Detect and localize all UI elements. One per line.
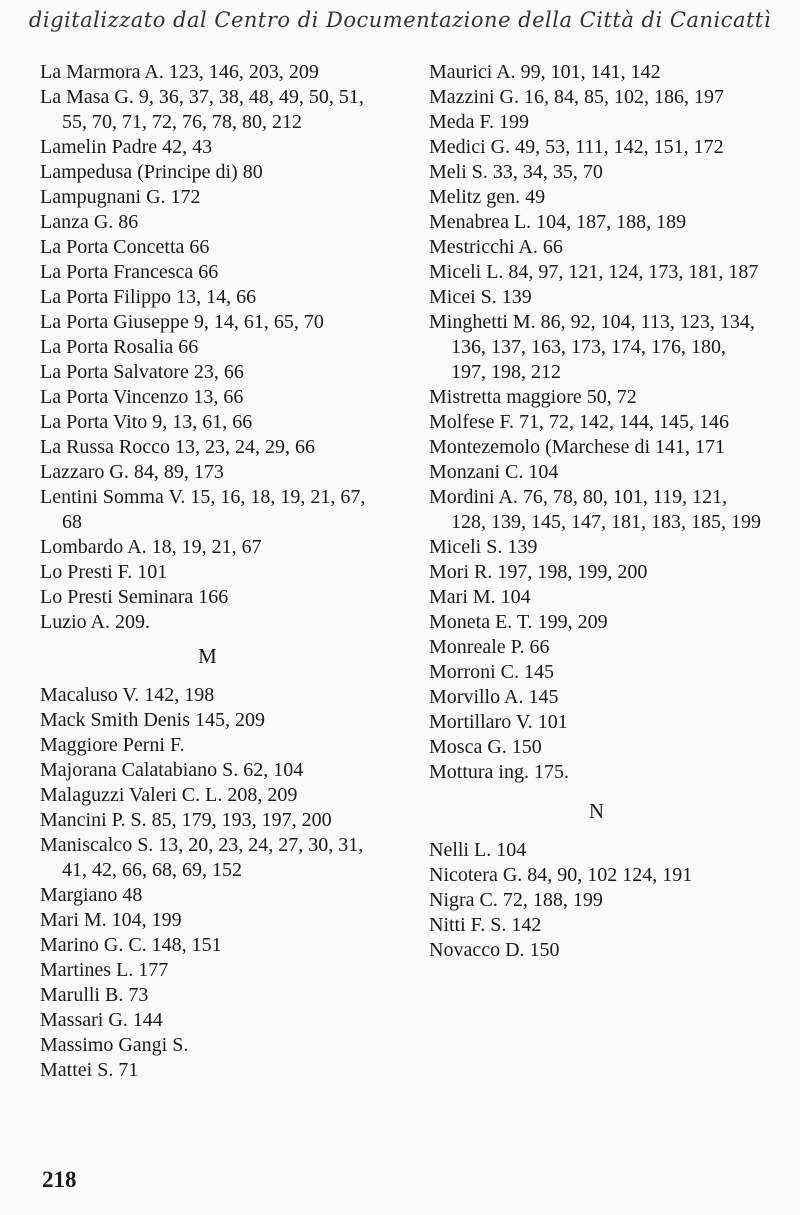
index-entry: La Porta Francesca 66 — [40, 261, 219, 283]
index-entry: Marulli B. 73 — [40, 984, 149, 1006]
index-column-left — [40, 60, 375, 1083]
index-entry: Mari M. 104, 199 — [40, 909, 182, 931]
index-entry: Moneta E. T. 199, 209 — [429, 611, 608, 633]
index-entry: La Porta Giuseppe 9, 14, 61, 65, 70 — [40, 311, 324, 333]
index-entry: Monreale P. 66 — [429, 636, 550, 658]
digitization-watermark: digitalizzato dal Centro di Documentazione della Città di Canicattì — [28, 8, 772, 32]
index-entry: Micei S. 139 — [429, 286, 532, 308]
index-entry: La Porta Concetta 66 — [40, 236, 210, 258]
index-column-right — [429, 60, 764, 963]
index-entry: Miceli L. 84, 97, 121, 124, 173, 181, 187 — [429, 261, 759, 283]
index-entry: La Porta Rosalia 66 — [40, 336, 199, 358]
index-entry: Mack Smith Denis 145, 209 — [40, 709, 265, 731]
entries-group-n — [429, 838, 764, 963]
index-entry: Mosca G. 150 — [429, 736, 542, 758]
index-entry: Lo Presti Seminara 166 — [40, 586, 229, 608]
index-entry: Margiano 48 — [40, 884, 143, 906]
index-entry: Mestricchi A. 66 — [429, 236, 563, 258]
index-entry: Nelli L. 104 — [429, 839, 527, 861]
index-entry: Lampedusa (Principe di) 80 — [40, 161, 263, 183]
index-entry: Meli S. 33, 34, 35, 70 — [429, 161, 603, 183]
index-entry: Mordini A. 76, 78, 80, 101, 119, 121, 128, 139, 145, 147, 181, 183, 185, 199 — [429, 486, 761, 533]
index-entry: La Porta Salvatore 23, 66 — [40, 361, 244, 383]
entries-group-m-right — [429, 60, 764, 785]
index-entry: Malaguzzi Valeri C. L. 208, 209 — [40, 784, 298, 806]
index-entry: Lanza G. 86 — [40, 211, 139, 233]
page-number: 218 — [42, 1167, 77, 1192]
index-entry: La Masa G. 9, 36, 37, 38, 48, 49, 50, 51, 55, 70, 71, 72, 76, 78, 80, 212 — [40, 86, 364, 133]
entries-group-m-left — [40, 683, 375, 1083]
index-entry: Lombardo A. 18, 19, 21, 67 — [40, 536, 262, 558]
index-entry: Molfese F. 71, 72, 142, 144, 145, 146 — [429, 411, 730, 433]
index-entry: La Marmora A. 123, 146, 203, 209 — [40, 61, 319, 83]
index-entry: Mazzini G. 16, 84, 85, 102, 186, 197 — [429, 86, 724, 108]
index-entry: Nicotera G. 84, 90, 102 124, 191 — [429, 864, 693, 886]
index-entry: Mari M. 104 — [429, 586, 531, 608]
index-entry: Medici G. 49, 53, 111, 142, 151, 172 — [429, 136, 724, 158]
index-entry: La Russa Rocco 13, 23, 24, 29, 66 — [40, 436, 315, 458]
entries-group-l — [40, 60, 375, 635]
index-entry: Mattei S. 71 — [40, 1059, 139, 1081]
index-entry: Luzio A. 209. — [40, 611, 150, 633]
index-entry: Montezemolo (Marchese di 141, 171 — [429, 436, 726, 458]
index-entry: Macaluso V. 142, 198 — [40, 684, 215, 706]
index-entry: Morvillo A. 145 — [429, 686, 559, 708]
index-entry: Martines L. 177 — [40, 959, 169, 981]
index-entry: Lentini Somma V. 15, 16, 18, 19, 21, 67, 68 — [40, 486, 366, 533]
index-entry: Nigra C. 72, 188, 199 — [429, 889, 603, 911]
index-entry: Lamelin Padre 42, 43 — [40, 136, 213, 158]
index-entry: Maniscalco S. 13, 20, 23, 24, 27, 30, 31, 41, 42, 66, 68, 69, 152 — [40, 834, 364, 881]
index-entry: Novacco D. 150 — [429, 939, 560, 961]
index-entry: Maggiore Perni F. — [40, 734, 185, 756]
index-entry: Monzani C. 104 — [429, 461, 559, 483]
index-entry: Mottura ing. 175. — [429, 761, 569, 783]
index-entry: La Porta Filippo 13, 14, 66 — [40, 286, 257, 308]
index-entry: Massari G. 144 — [40, 1009, 163, 1031]
index-entry: Nitti F. S. 142 — [429, 914, 542, 936]
index-entry: Lampugnani G. 172 — [40, 186, 201, 208]
section-letter-n: N — [588, 799, 605, 823]
index-entry: Lo Presti F. 101 — [40, 561, 168, 583]
index-entry: Meda F. 199 — [429, 111, 530, 133]
section-letter-m: M — [198, 644, 217, 668]
index-entry: Mori R. 197, 198, 199, 200 — [429, 561, 648, 583]
index-entry: Miceli S. 139 — [429, 536, 538, 558]
index-entry: Majorana Calatabiano S. 62, 104 — [40, 759, 304, 781]
index-entry: Massimo Gangi S. — [40, 1034, 189, 1056]
index-entry: Lazzaro G. 84, 89, 173 — [40, 461, 224, 483]
index-entry: Maurici A. 99, 101, 141, 142 — [429, 61, 661, 83]
index-entry: La Porta Vito 9, 13, 61, 66 — [40, 411, 253, 433]
index-entry: Marino G. C. 148, 151 — [40, 934, 222, 956]
index-entry: Melitz gen. 49 — [429, 186, 546, 208]
index-entry: Mancini P. S. 85, 179, 193, 197, 200 — [40, 809, 332, 831]
index-entry: Morroni C. 145 — [429, 661, 554, 683]
index-entry: Menabrea L. 104, 187, 188, 189 — [429, 211, 687, 233]
index-entry: Mistretta maggiore 50, 72 — [429, 386, 637, 408]
index-entry: Mortillaro V. 101 — [429, 711, 568, 733]
index-entry: Minghetti M. 86, 92, 104, 113, 123, 134, 136, 137, 163, 173, 174, 176, 180, 197, 198, 212 — [429, 311, 755, 383]
index-entry: La Porta Vincenzo 13, 66 — [40, 386, 244, 408]
